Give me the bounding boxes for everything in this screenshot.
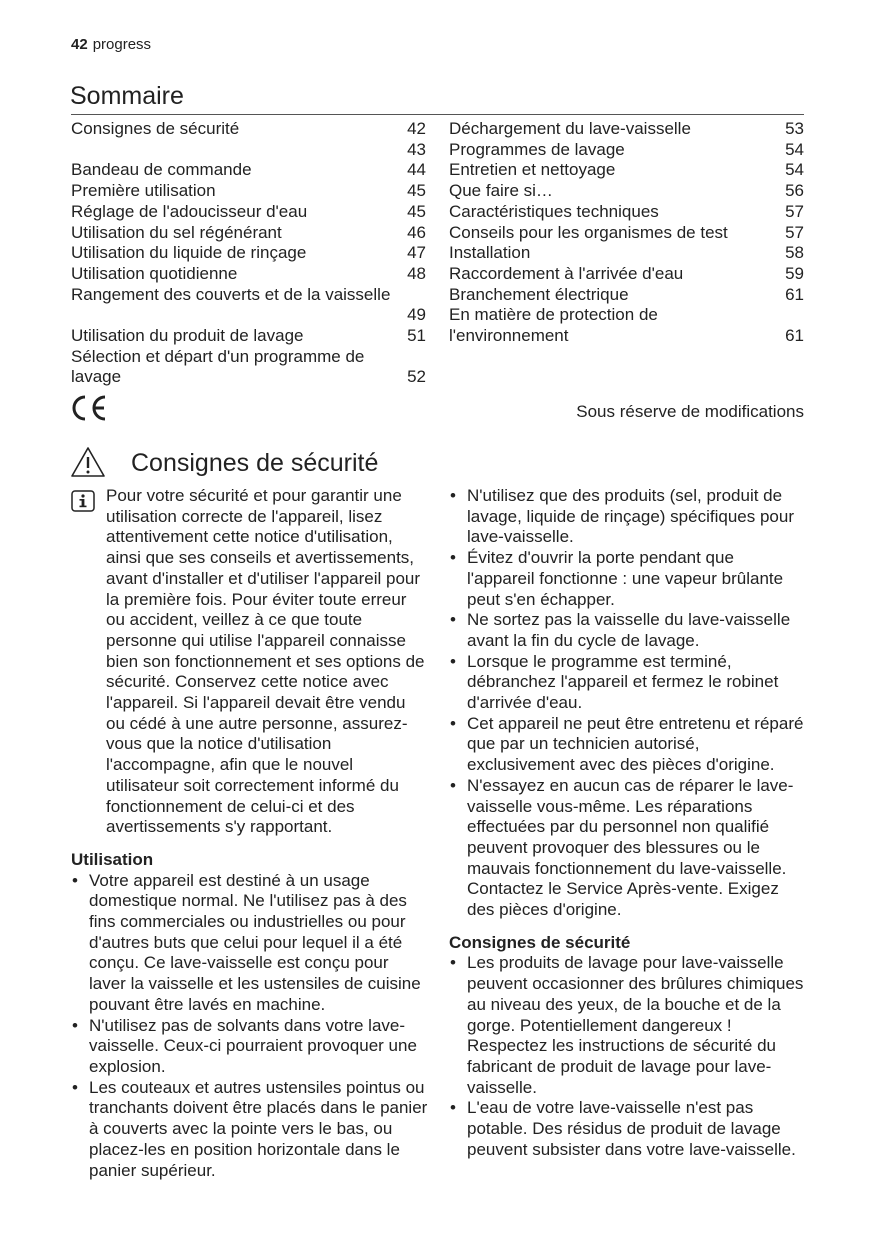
intro-text: Pour votre sécurité et pour garantir une utilisation correcte de l'appareil, lisez attentivement cette notice d'utilisation, ainsi que ses conseils et avertissements, avant d'installer et d'utiliser l'appareil pour la première fois. Pour éviter toute erreur ou accident, veillez à ce que toute personne qui utilise l'appareil connaisse bien son fonctionnement et ses options de sécurité. Conservez cette notice avec l'appareil. Si l'appareil devait être vendu ou cédé à une autre personne, assurez-vous que la notice d'utilisation l'accompagne, afin que le nouvel utilisateur soit correctement informé du fonctionnement de celui-ci et des avertissements s'y rapportant. (106, 486, 425, 837)
utilisation-list (71, 871, 428, 1182)
toc-entry[interactable] (449, 140, 804, 161)
toc-entry[interactable] (71, 264, 426, 285)
utilisation-heading: Utilisation (71, 849, 154, 869)
list-item (449, 486, 805, 548)
toc-entry-label: Utilisation du liquide de rinçage (71, 243, 307, 263)
list-item-text: L'eau de votre lave-vaisselle n'est pas potable. Des résidus de produit de lavage peuvent subsister dans votre lave-vaisselle. (467, 1098, 796, 1159)
toc-entry-label: l'environnement (449, 326, 569, 346)
toc-entry-label: Utilisation quotidienne (71, 263, 238, 283)
toc-entry-label: Raccordement à l'arrivée d'eau (449, 263, 684, 283)
bullet-icon: • (450, 713, 456, 733)
list-item-text: Cet appareil ne peut être entretenu et réparé que par un technicien autorisé, exclusivement avec des pièces d'origine. (467, 713, 804, 775)
toc-entry-label: lavage (71, 367, 122, 387)
toc-entry[interactable] (71, 285, 426, 326)
toc-entry-page: 47 (407, 243, 426, 263)
list-item-text: Évitez d'ouvrir la porte pendant que l'appareil fonctionne : une vapeur brûlante peut s'en échapper. (467, 548, 784, 609)
toc-entry-page: 52 (407, 367, 426, 387)
toc-entry-label: Utilisation du sel régénérant (71, 222, 282, 242)
brand-name: progress (92, 36, 152, 53)
bullet-icon: • (450, 775, 456, 795)
toc-entry-page: 51 (407, 326, 426, 346)
toc-title: Sommaire (70, 82, 184, 110)
safety-list (449, 486, 805, 921)
toc-entry-label: Sélection et départ d'un programme de (71, 346, 365, 366)
toc-entry[interactable] (449, 202, 804, 223)
bullet-icon: • (72, 1015, 78, 1035)
toc-entry-page: 44 (407, 160, 426, 180)
list-item (449, 548, 805, 610)
toc-entry-label: Réglage de l'adoucisseur d'eau (71, 201, 308, 221)
toc-entry-page: 42 (407, 119, 426, 138)
toc-column-left (71, 119, 426, 388)
toc-entry-page: 45 (407, 181, 426, 201)
list-item (71, 871, 428, 1016)
toc-entry-label: Installation (449, 243, 531, 263)
list-item (449, 610, 805, 651)
safety-column-left (71, 486, 428, 1181)
toc-entry[interactable] (71, 347, 426, 388)
toc-entry[interactable] (71, 326, 426, 347)
toc-entry-page: 43 (407, 139, 426, 159)
toc-entry-label: Conseils pour les organismes de test (449, 222, 728, 242)
toc-entry-label: Branchement électrique (449, 284, 629, 304)
toc-entry-page: 58 (785, 243, 804, 263)
bullet-icon: • (450, 1098, 456, 1118)
toc-entry-page: 61 (785, 326, 804, 346)
toc-entry[interactable] (71, 223, 426, 244)
toc-entry[interactable] (449, 305, 804, 346)
reserve-note: Sous réserve de modifications (576, 402, 804, 421)
toc-entry-page: 57 (785, 201, 804, 221)
toc-entry[interactable] (71, 119, 426, 140)
toc-entry[interactable] (71, 140, 426, 161)
toc-entry[interactable] (71, 160, 426, 181)
toc-entry[interactable] (71, 181, 426, 202)
toc-divider (71, 114, 804, 115)
toc-entry[interactable] (449, 264, 804, 285)
toc-entry-label: Utilisation du produit de lavage (71, 326, 304, 346)
list-item (449, 953, 805, 1098)
bullet-icon: • (450, 486, 456, 505)
bullet-icon: • (450, 610, 456, 630)
toc-entry[interactable] (71, 243, 426, 264)
toc-entry-page: 54 (785, 139, 804, 159)
toc-entry[interactable] (449, 285, 804, 306)
toc-entry[interactable] (449, 160, 804, 181)
list-item-text: Les produits de lavage pour lave-vaisselle peuvent occasionner des brûlures chimiques au niveau des yeux, de la bouche et de la gorge. Potentiellement dangereux ! Respectez les instructions de sécurité du fabricant de produit de lavage pour lave-vaisselle. (467, 953, 804, 1097)
toc-column-right (449, 119, 804, 347)
toc-entry[interactable] (449, 119, 804, 140)
toc-entry-page: 57 (785, 222, 804, 242)
info-note (71, 486, 428, 838)
warning-icon (70, 446, 106, 483)
list-item (71, 1016, 428, 1078)
page-header (71, 36, 151, 53)
list-item-text: N'essayez en aucun cas de réparer le lave-vaisselle vous-même. Les réparations effectuées par du personnel non qualifié peuvent provoquer des blessures ou le mauvais fonctionnement du lave-vaisselle. Contactez le Service Après-vente. Exigez des pièces d'origine. (467, 775, 794, 920)
bullet-icon: • (450, 548, 456, 568)
page-number: 42 (71, 36, 88, 53)
toc-entry[interactable] (71, 202, 426, 223)
toc-entry-label: Que faire si… (449, 181, 553, 201)
list-item-text: Les couteaux et autres ustensiles pointus ou tranchants doivent être placés dans le panier à couverts avec la pointe vers le bas, ou placez-les en position horizontale dans le panier supérieur. (89, 1077, 428, 1180)
section-title: Consignes de sécurité (131, 449, 379, 477)
toc-entry-page: 45 (407, 201, 426, 221)
toc-entry-label: En matière de protection de (449, 305, 658, 325)
toc-entry-label: Déchargement du lave-vaisselle (449, 119, 691, 138)
consignes-heading: Consignes de sécurité (449, 932, 631, 952)
toc-entry[interactable] (449, 243, 804, 264)
safety-column-right (449, 486, 805, 1161)
toc-entry-page: 46 (407, 222, 426, 242)
list-item (449, 776, 805, 921)
bullet-icon: • (450, 953, 456, 973)
bullet-icon: • (72, 1077, 78, 1097)
toc-entry-page: 49 (407, 305, 426, 325)
toc-entry[interactable] (449, 223, 804, 244)
list-item-text: Ne sortez pas la vaisselle du lave-vaisselle avant la fin du cycle de lavage. (467, 610, 791, 650)
toc-entry-page: 61 (785, 284, 804, 304)
toc-entry-label: Première utilisation (71, 181, 216, 201)
toc-entry-page: 59 (785, 263, 804, 283)
info-icon (71, 490, 95, 518)
list-item (71, 1078, 428, 1182)
ce-mark-icon (69, 394, 109, 427)
toc-entry-label: Consignes de sécurité (71, 119, 240, 138)
toc-entry-label: Caractéristiques techniques (449, 201, 659, 221)
list-item (449, 1098, 805, 1160)
toc-entry-page: 48 (407, 263, 426, 283)
list-item-text: Lorsque le programme est terminé, débranchez l'appareil et fermez le robinet d'arrivée d'eau. (467, 651, 779, 713)
list-item-text: Votre appareil est destiné à un usage domestique normal. Ne l'utilisez pas à des fins commerciales ou industrielles ou pour d'autres buts que celui pour lequel il a été conçu. Ce lave-vaisselle est conçu pour laver la vaisselle et les ustensiles de cuisine pouvant être lavés en machine. (89, 870, 421, 1014)
list-item (449, 714, 805, 776)
toc-entry-label: Rangement des couverts et de la vaisselle (71, 284, 391, 304)
toc-entry-page: 56 (785, 181, 804, 201)
toc-entry-label: Bandeau de commande (71, 160, 252, 180)
toc-entry-label: Programmes de lavage (449, 139, 625, 159)
bullet-icon: • (450, 651, 456, 671)
list-item-text: N'utilisez pas de solvants dans votre lave-vaisselle. Ceux-ci pourraient provoquer une explosion. (89, 1015, 417, 1076)
toc-entry[interactable] (449, 181, 804, 202)
toc-entry-page: 53 (785, 119, 804, 138)
bullet-icon: • (72, 870, 78, 890)
list-item-text: N'utilisez que des produits (sel, produit de lavage, liquide de rinçage) spécifiques pour lave-vaisselle. (467, 486, 794, 547)
toc-entry-page: 54 (785, 160, 804, 180)
list-item (449, 652, 805, 714)
consignes-list (449, 953, 805, 1160)
toc-entry-label: Entretien et nettoyage (449, 160, 616, 180)
